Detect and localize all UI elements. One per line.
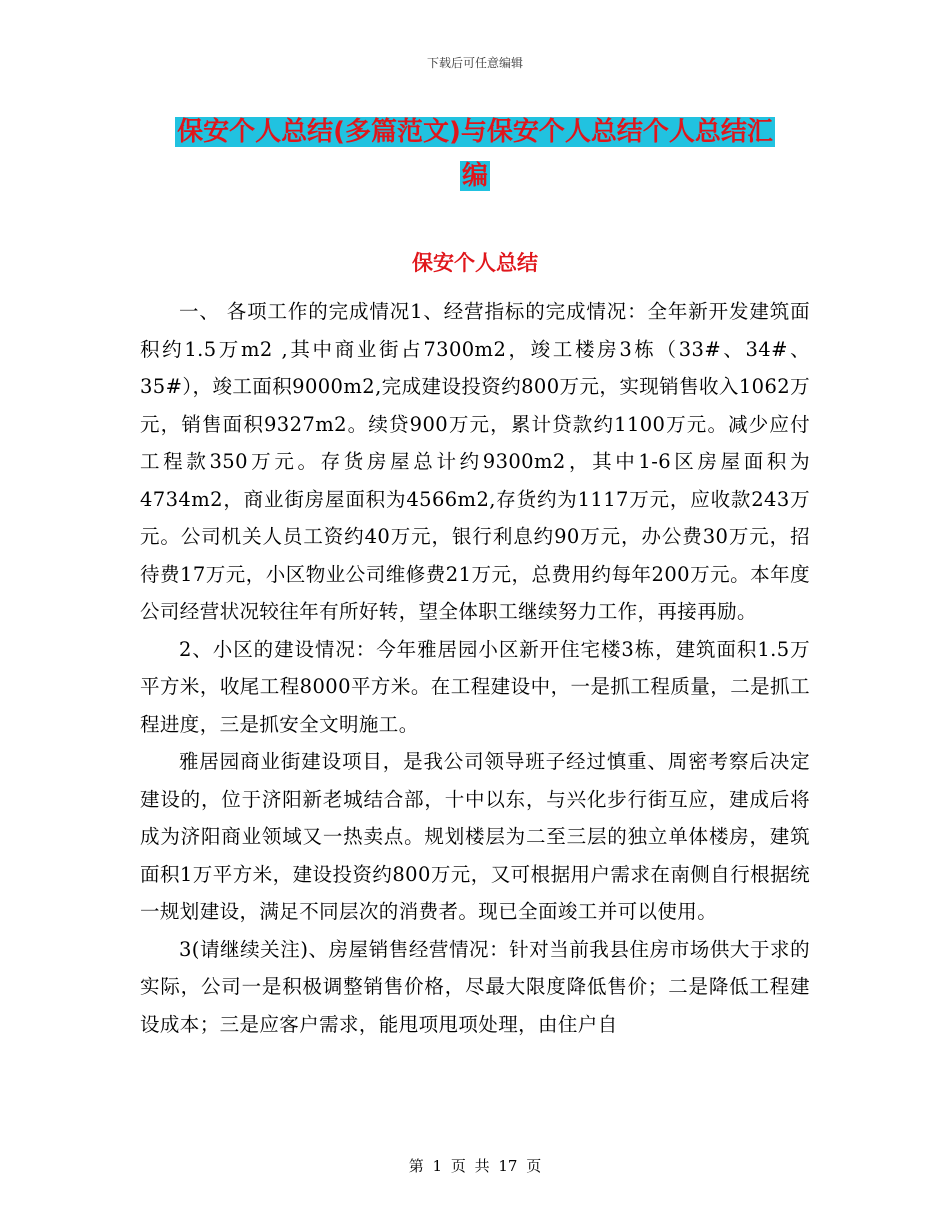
document-title-line-1: 保安个人总结(多篇范文)与保安个人总结个人总结汇 [177,117,773,147]
section-heading: 保安个人总结 [412,251,538,275]
document-title-line-2: 编 [461,161,488,191]
document-body [140,293,810,1043]
document-title [140,110,810,198]
paragraph: 雅居园商业街建设项目，是我公司领导班子经过慎重、周密考察后决定建设的，位于济阳新老城结合部，十中以东，与兴化步行街互应，建成后将成为济阳商业领域又一热卖点。规划楼层为二至三层的独立单体楼房，建筑面积1万平方米，建设投资约800万元，又可根据用户需求在南侧自行根据统一规划建设，满足不同层次的消费者。现已全面竣工并可以使用。 [140,750,810,923]
paragraph: 3(请继续关注)、房屋销售经营情况：针对当前我县住房市场供大于求的实际，公司一是积极调整销售价格，尽最大限度降低售价；二是降低工程建设成本；三是应客户需求，能甩项甩项处理，由住户自 [140,937,810,1036]
page-header-note: 下载后可任意编辑 [426,56,523,70]
paragraph: 一、 各项工作的完成情况1、经营指标的完成情况：全年新开发建筑面积约1.5万m2 ,其中商业街占7300m2，竣工楼房3栋（33#、34#、35#），竣工面积9000m2,完成建设投资约800万元，实现销售收入1062万元，销售面积9327m2。续贷900万元，累计贷款约1100万元。减少应付工程款350万元。存货房屋总计约9300m2，其中1-6区房屋面积为4734m2，商业街房屋面积为4566m2,存货约为1117万元，应收款243万元。公司机关人员工资约40万元，银行利息约90万元，办公费30万元，招待费17万元，小区物业公司维修费21万元，总费用约每年200万元。本年度公司经营状况较往年有所好转，望全体职工继续努力工作，再接再励。 [140,300,810,623]
page-number-footer: 第 1 页 共 17 页 [408,1157,542,1175]
paragraph: 2、小区的建设情况：今年雅居园小区新开住宅楼3栋，建筑面积1.5万平方米，收尾工程8000平方米。在工程建设中，一是抓工程质量，二是抓工程进度，三是抓安全文明施工。 [140,637,810,736]
